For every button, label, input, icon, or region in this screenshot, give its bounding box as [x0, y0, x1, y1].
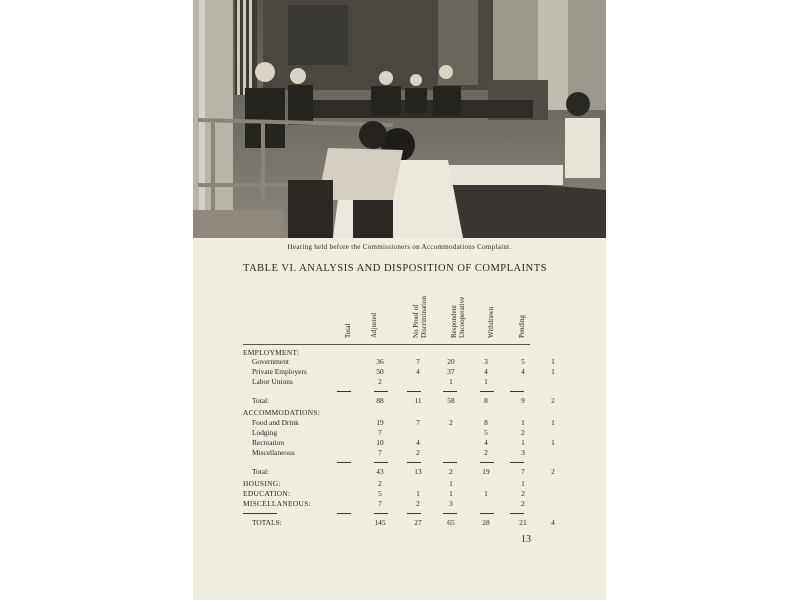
column-header-no-proof: No Proof of Discrimination: [412, 296, 428, 338]
table-row-education: EDUCATION: 5 1 1 1 2: [243, 489, 525, 498]
section-heading-employment: EMPLOYMENT:: [243, 348, 300, 357]
table-title: TABLE VI. ANALYSIS AND DISPOSITION OF COMPLAINTS: [243, 263, 547, 274]
table-row-housing: HOUSING: 2 1 1: [243, 479, 525, 488]
document-page: [193, 0, 606, 600]
table-row-grand-total: TOTALS: 145 27 65 28 21 4: [252, 518, 555, 527]
column-header-total: Total: [344, 323, 352, 338]
table-row-miscellaneous: MISCELLANEOUS: 7 2 3 2: [243, 499, 525, 508]
photo-caption: Hearing held before the Commissioners on Accommodations Complaint.: [287, 243, 512, 251]
section-heading-accommodations: ACCOMMODATIONS:: [243, 408, 321, 417]
hearing-photograph: [193, 0, 606, 238]
table-row: Government 36 7 20 3 5 1: [252, 357, 555, 366]
header-rule: [243, 344, 530, 345]
table-row-total: Total: 88 11 58 8 9 2: [252, 396, 555, 405]
table-row-total: Total: 43 13 2 19 7 2: [252, 467, 555, 476]
page-number: 13: [521, 534, 531, 545]
table-row: Miscellaneous 7 2 2 3: [252, 448, 525, 457]
table-row: Labor Unions 2 1 1: [252, 377, 488, 386]
column-header-withdrawn: Withdrawn: [487, 306, 495, 338]
table-row: Lodging 7 5 2: [252, 428, 525, 437]
column-header-respondent: Respondent Uncooperative: [450, 296, 466, 338]
table-row: Food and Drink 19 7 2 8 1 1: [252, 418, 555, 427]
column-header-adjusted: Adjusted: [370, 312, 378, 338]
table-row: Recreation 10 4 4 1 1: [252, 438, 555, 447]
column-header-pending: Pending: [518, 315, 526, 338]
table-row: Private Employers 50 4 37 4 4 1: [252, 367, 555, 376]
